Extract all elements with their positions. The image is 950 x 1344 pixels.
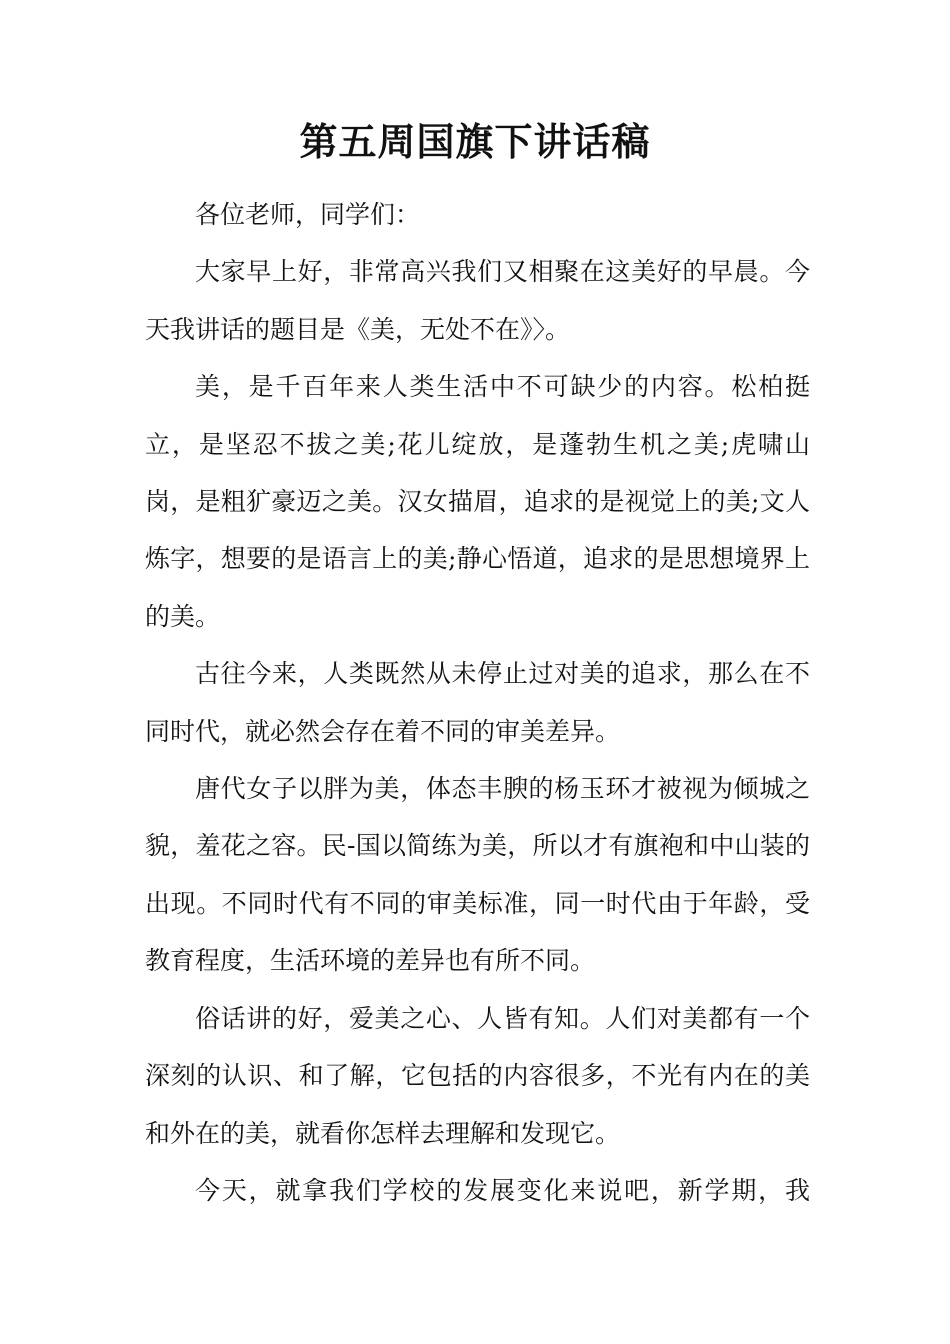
paragraph-tang-dynasty: 唐代女子以胖为美，体态丰腴的杨玉环才被视为倾城之貌，羞花之容。民-国以简练为美，所以才有旗袍和中山装的出现。不同时代有不同的审美标准，同一时代由于年龄，受教育程度，生活环境的差异也有所不同。 — [145, 774, 810, 976]
paragraph-greeting: 各位老师，同学们： — [195, 200, 421, 229]
paragraph-eras: 古往今来，人类既然从未停止过对美的追求，那么在不同时代，就必然会存在着不同的审美差异。 — [145, 659, 810, 746]
document-title: 第五周国旗下讲话稿 — [299, 119, 651, 164]
paragraph-school: 今天，就拿我们学校的发展变化来说吧，新学期，我 — [195, 1175, 810, 1205]
document-body — [145, 186, 810, 1219]
paragraph-topic: 大家早上好，非常高兴我们又相聚在这美好的早晨。今天我讲话的题目是《美，无处不在》〉。 — [145, 257, 810, 344]
paragraph-proverb: 俗话讲的好，爱美之心、人皆有知。人们对美都有一个深刻的认识、和了解，它包括的内容很多，不光有内在的美和外在的美，就看你怎样去理解和发现它。 — [145, 1003, 810, 1148]
paragraph-beauty-everywhere: 美，是千百年来人类生活中不可缺少的内容。松柏挺立，是坚忍不拔之美;花儿绽放，是蓬勃生机之美;虎啸山岗，是粗犷豪迈之美。汉女描眉，追求的是视觉上的美;文人炼字，想要的是语言上的美;静心悟道，追求的是思想境界上的美。 — [145, 372, 810, 631]
